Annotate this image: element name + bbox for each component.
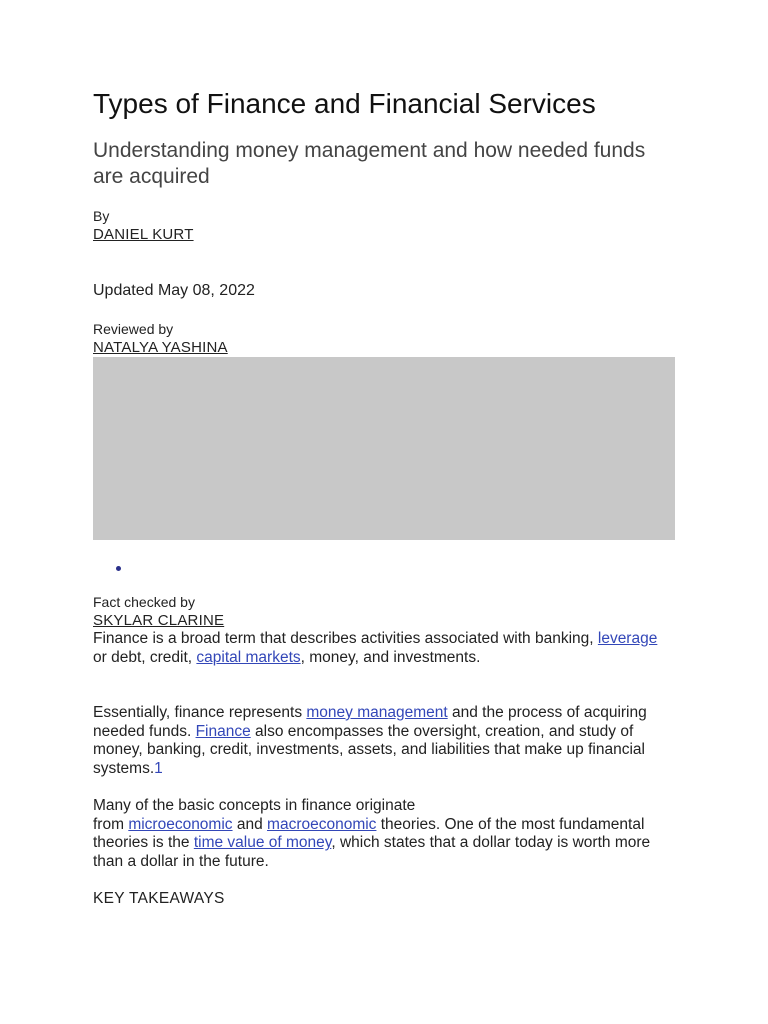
time-value-of-money-link[interactable]: time value of money [193,834,332,852]
capital-markets-link[interactable]: capital markets [196,648,301,666]
updated-date: Updated May 08, 2022 [93,282,255,299]
paragraph-text: Finance is a broad term that describes activities associated with banking, [93,630,598,647]
article-title: Types of Finance and Financial Services [93,88,596,119]
reviewed-by-label: Reviewed by [93,321,174,337]
macroeconomic-link[interactable]: macroeconomic [267,815,377,833]
paragraph-text: theories. One of the most fundamental theories is the [93,815,645,852]
leverage-link[interactable]: leverage [597,630,658,647]
paragraph-text: Essentially, finance represents [93,704,307,721]
footnote-link[interactable]: 1 [154,760,163,778]
reviewer-link[interactable]: NATALYA YASHINA [93,339,228,356]
article-subtitle: Understanding money management and how needed funds are acquired [93,139,646,188]
paragraph-text: Many of the basic concepts in finance originate [93,797,416,814]
fact-checked-label: Fact checked by [93,594,195,610]
paragraph-2 [93,704,675,779]
author-link[interactable]: DANIEL KURT [93,226,194,243]
paragraph-text: also encompasses the oversight, creation, and study of money, banking, credit, investments, assets, and liabilities that make up financial systems. [93,722,645,778]
paragraph-text: , money, and investments. [300,648,481,666]
microeconomic-link[interactable]: microeconomic [128,815,233,833]
paragraph-3 [93,797,675,872]
finance-link[interactable]: Finance [195,722,251,740]
paragraph-text: or debt, credit, [93,648,197,666]
bullet-icon [116,566,121,571]
paragraph-text: and [232,815,268,833]
paragraph-text: , which states that a dollar today is worth more than a dollar in the future. [93,834,651,871]
key-takeaways-heading: KEY TAKEAWAYS [93,890,225,907]
paragraph-text: from [93,815,129,833]
fact-checker-link[interactable]: SKYLAR CLARINE [93,612,225,629]
article-image-placeholder [93,357,675,540]
money-management-link[interactable]: money management [306,704,448,721]
paragraph-text: and the process of acquiring needed funds. [93,704,647,740]
by-label: By [93,208,110,224]
paragraph-1 [93,630,675,667]
